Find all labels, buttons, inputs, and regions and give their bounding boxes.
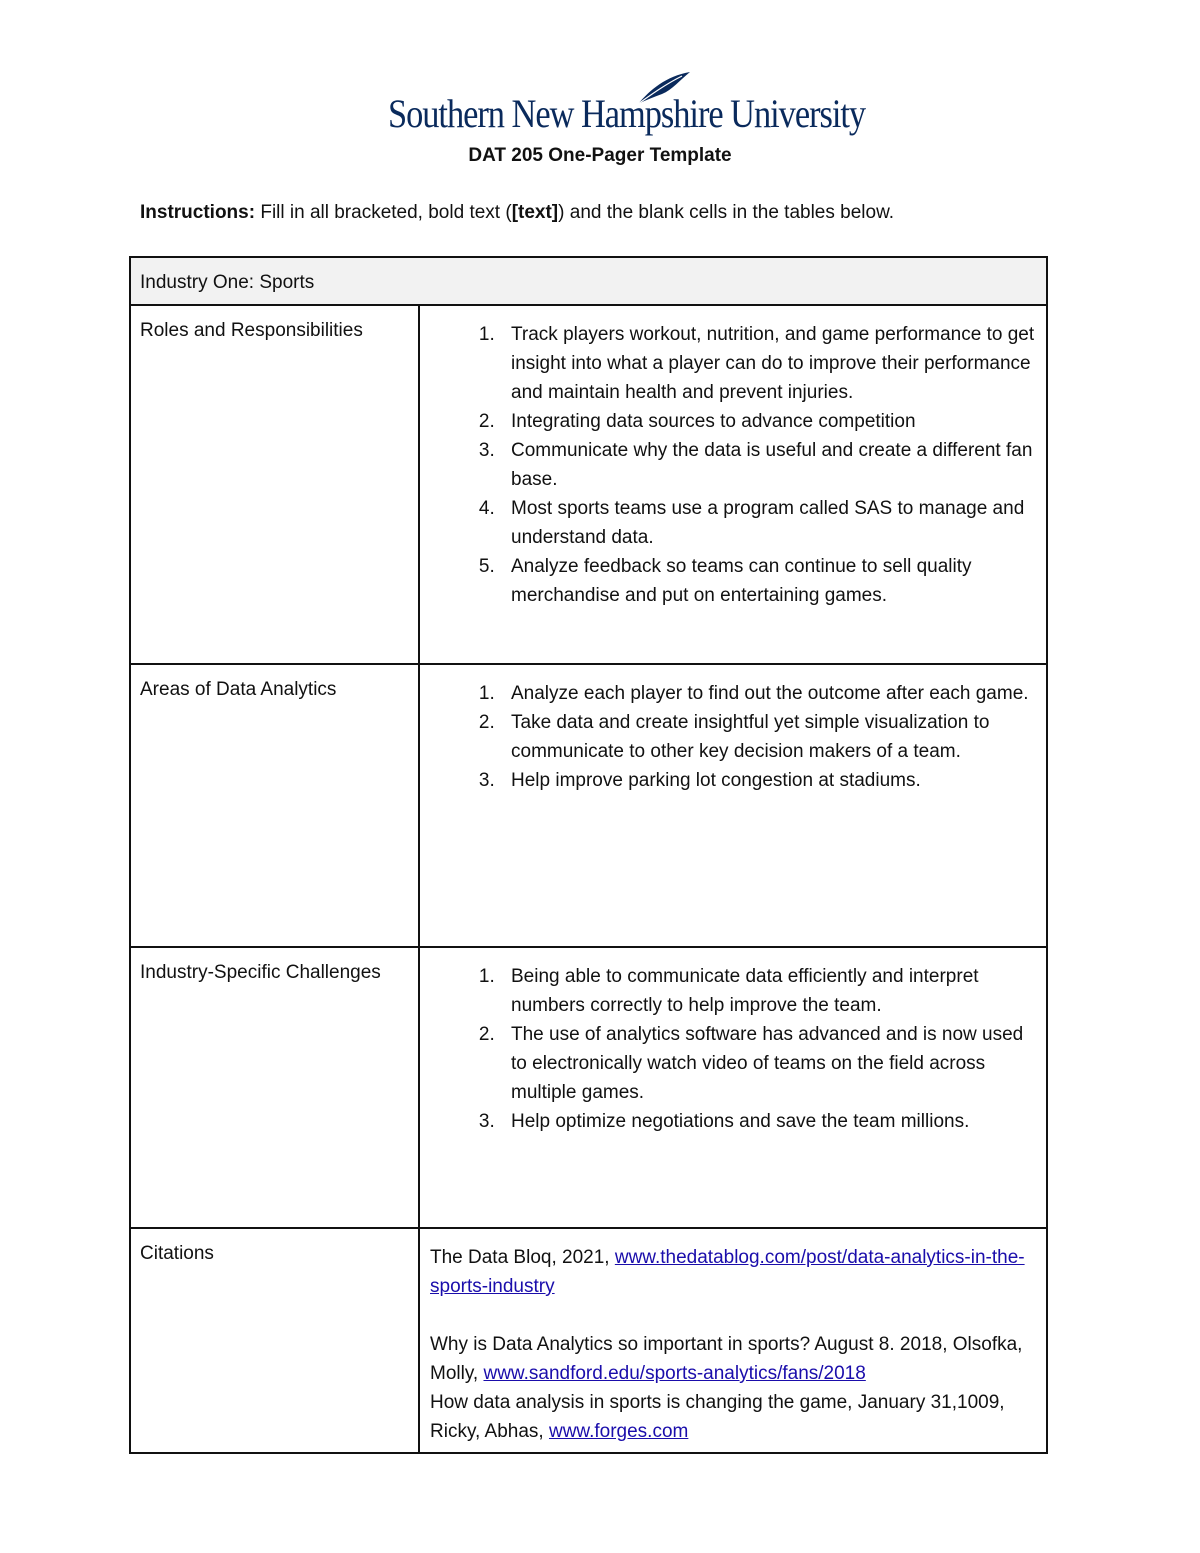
row-label-roles: Roles and Responsibilities xyxy=(130,305,419,664)
citation-2-link[interactable]: www.sandford.edu/sports-analytics/fans/2018 xyxy=(483,1363,866,1384)
table-row xyxy=(130,664,1047,947)
roles-content xyxy=(419,305,1047,664)
spacer xyxy=(430,1301,1038,1330)
list-item: 1. Being able to communicate data efficiently and interpret numbers correctly to help improve the team. xyxy=(500,962,1038,1020)
row-label-citations: Citations xyxy=(130,1228,419,1453)
instructions-bold-token: [text] xyxy=(511,202,559,223)
row-label-areas: Areas of Data Analytics xyxy=(130,664,419,947)
citations-content xyxy=(419,1228,1047,1453)
challenges-content xyxy=(419,947,1047,1228)
university-logo xyxy=(384,70,866,140)
list-item: 1. Track players workout, nutrition, and game performance to get insight into what a player can do to improve their performance and maintain health and prevent injuries. xyxy=(500,320,1038,407)
roles-list xyxy=(430,320,1038,610)
list-item: 3. Help improve parking lot congestion at stadiums. xyxy=(500,766,1038,795)
instructions-text-after: ) and the blank cells in the tables below. xyxy=(558,202,895,223)
list-item: 1. Analyze each player to find out the outcome after each game. xyxy=(500,679,1038,708)
industry-table xyxy=(129,256,1048,1454)
list-item: 4. Most sports teams use a program called SAS to manage and understand data. xyxy=(500,494,1038,552)
citation-1-text: The Data Bloq, 2021, xyxy=(430,1247,615,1268)
table-heading: Industry One: Sports xyxy=(130,257,1047,305)
table-row xyxy=(130,305,1047,664)
challenges-list xyxy=(430,962,1038,1136)
table-row xyxy=(130,1228,1047,1453)
row-label-challenges: Industry-Specific Challenges xyxy=(130,947,419,1228)
citation-1 xyxy=(430,1243,1038,1301)
list-item: 2. Take data and create insightful yet simple visualization to communicate to other key decision makers of a team. xyxy=(500,708,1038,766)
list-item: 2. The use of analytics software has advanced and is now used to electronically watch video of teams on the field across multiple games. xyxy=(500,1020,1038,1107)
citation-2 xyxy=(430,1330,1038,1388)
areas-list xyxy=(430,679,1038,795)
instructions-text-before: Fill in all bracketed, bold text ( xyxy=(255,202,512,223)
list-item: 5. Analyze feedback so teams can continue to sell quality merchandise and put on entertaining games. xyxy=(500,552,1038,610)
document-title: DAT 205 One-Pager Template xyxy=(468,145,732,166)
university-name: Southern New Hampshire University xyxy=(388,91,866,136)
citation-3-text: How data analysis in sports is changing the game, January 31,1009, Ricky, Abhas, xyxy=(430,1392,1005,1442)
citation-2-text: Why is Data Analytics so important in sports? August 8. 2018, Olsofka, Molly, xyxy=(430,1334,1023,1384)
instructions xyxy=(140,202,894,224)
list-item: 2. Integrating data sources to advance competition xyxy=(500,407,1038,436)
list-item: 3. Communicate why the data is useful and create a different fan base. xyxy=(500,436,1038,494)
citation-1-link[interactable]: www.thedatablog.com/post/data-analytics-in-the-sports-industry xyxy=(430,1247,1025,1297)
areas-content xyxy=(419,664,1047,947)
table-heading-row xyxy=(130,257,1047,305)
table-row xyxy=(130,947,1047,1228)
instructions-label: Instructions: xyxy=(140,202,256,223)
citation-3 xyxy=(430,1388,1038,1446)
list-item: 3. Help optimize negotiations and save the team millions. xyxy=(500,1107,1038,1136)
citation-3-link[interactable]: www.forges.com xyxy=(548,1421,689,1442)
